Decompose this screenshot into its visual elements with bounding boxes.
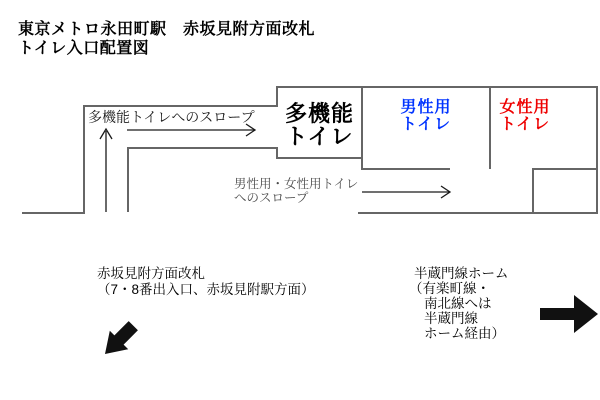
- multifunction-toilet-label: [277, 102, 362, 148]
- multifunction-toilet-line-1: 多機能: [284, 101, 354, 126]
- gate-note-line-2: （7・8番出入口、赤坂見附駅方面）: [97, 281, 315, 297]
- slope-up-arrow-icon: [100, 129, 112, 212]
- mens-toilet-line-2: トイレ: [400, 115, 452, 133]
- mens-toilet-label: [362, 100, 490, 133]
- platform-note-line-2: （有楽町線・: [409, 281, 490, 296]
- multi-slope-label: 多機能トイレへのスロープ: [88, 109, 255, 125]
- multifunction-toilet-line-2: トイレ: [285, 124, 354, 149]
- to-platform-arrow-icon: [540, 295, 598, 333]
- womens-toilet-line-2: トイレ: [499, 115, 551, 133]
- mens-toilet-line-1: 男性用: [400, 99, 452, 116]
- platform-note-line-1: 半蔵門線ホーム: [414, 266, 509, 281]
- mw-slope-line-2: へのスロープ: [234, 190, 309, 205]
- platform-note-line-3: 南北線へは: [424, 296, 492, 311]
- to-gate-arrow-icon: [101, 318, 149, 358]
- womens-toilet-label: [490, 100, 560, 133]
- mw-slope-label: [234, 178, 358, 205]
- platform-note: [409, 266, 509, 341]
- gate-note-line-1: 赤坂見附方面改札: [97, 266, 205, 281]
- gate-note: [97, 266, 315, 297]
- platform-note-line-5: ホーム経由）: [424, 326, 505, 341]
- mw-slope-line-1: 男性用・女性用トイレ: [234, 177, 359, 191]
- title-line-1: 東京メトロ永田町駅 赤坂見附方面改札: [18, 21, 316, 38]
- mw-slope-arrow-icon: [362, 186, 450, 198]
- title-line-2: トイレ入口配置図: [18, 40, 150, 57]
- womens-toilet-line-1: 女性用: [499, 99, 551, 116]
- platform-note-line-4: 半蔵門線: [424, 311, 478, 326]
